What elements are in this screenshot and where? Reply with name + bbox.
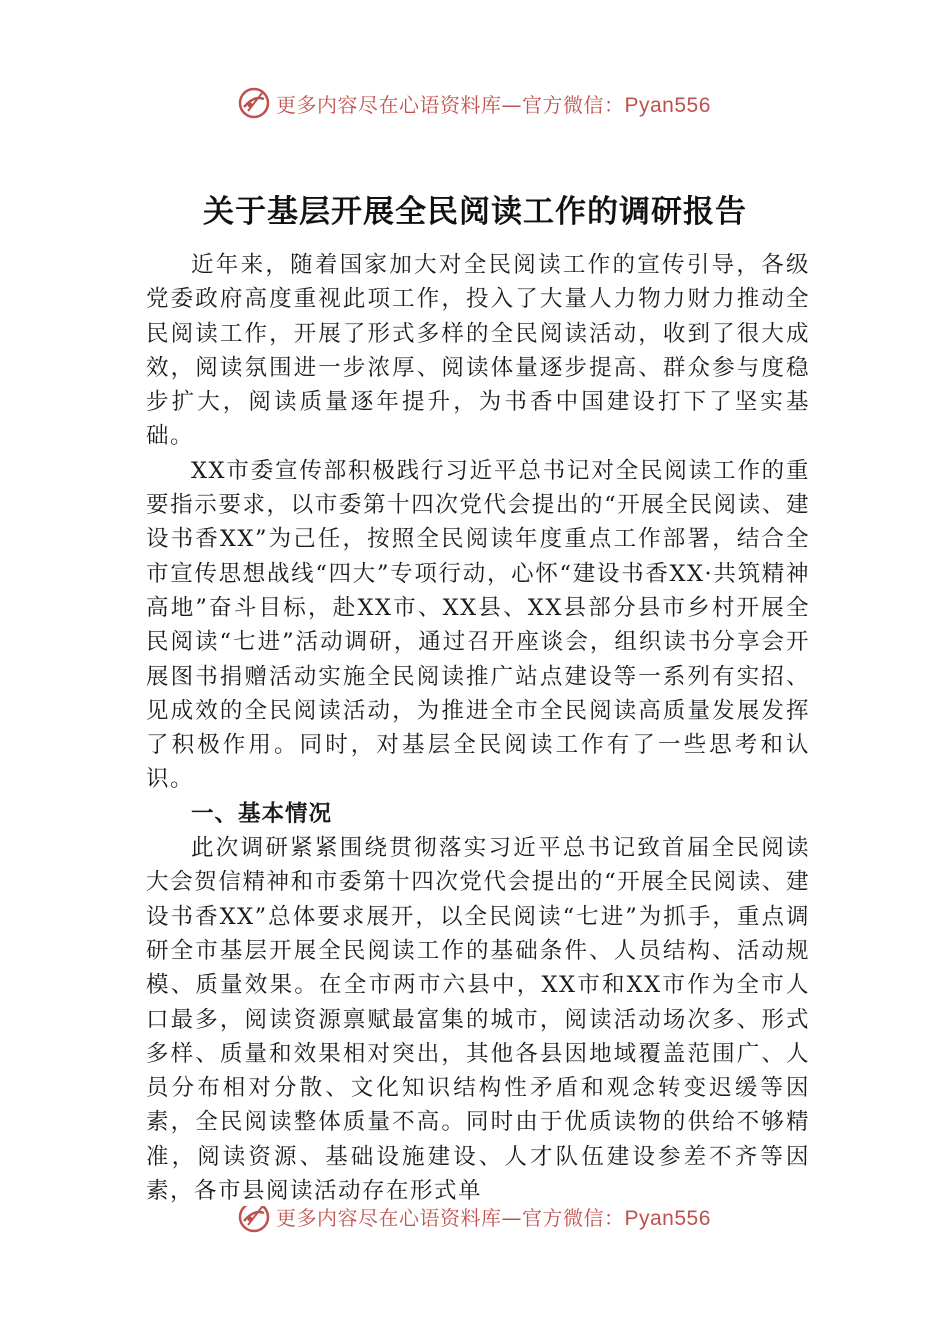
document-body-clip [140, 248, 820, 1222]
watermark-text: 更多内容尽在心语资料库—官方微信：Pyan556 [276, 1206, 711, 1230]
paragraph-2: XX市委宣传部积极践行习近平总书记对全民阅读工作的重要指示要求，以市委第十四次党代会提出的“开展全民阅读、建设书香XX”为己任，按照全民阅读年度重点工作部署，结合全市宣传思想战线“四大”专项行动，心怀“建设书香XX·共筑精神高地”奋斗目标，赴XX市、XX县、XX县部分县市乡村开展全民阅读“七进”活动调研，通过召开座谈会，组织读书分享会开展图书捐赠活动实施全民阅读推广站点建设等一系列有实招、见成效的全民阅读活动，为推进全市全民阅读高质量发展发挥了积极作用。同时，对基层全民阅读工作有了一些思考和认识。 [146, 457, 810, 793]
section-heading-basic-situation: 一、基本情况 [191, 800, 333, 827]
watermark-text: 更多内容尽在心语资料库—官方微信：Pyan556 [276, 92, 711, 117]
document-title: 关于基层开展全民阅读工作的调研报告 [203, 194, 747, 230]
book-logo-icon [236, 85, 272, 121]
paragraph-1: 近年来，随着国家加大对全民阅读工作的宣传引导，各级党委政府高度重视此项工作，投入了大量人力物力财力推动全民阅读工作，开展了形式多样的全民阅读活动，收到了很大成效，阅读氛围进一步浓厚、阅读体量逐步提高、群众参与度稳步扩大，阅读质量逐年提升，为书香中国建设打下了坚实基础。 [146, 252, 810, 450]
watermark-footer [236, 1206, 711, 1236]
watermark-header [236, 83, 711, 123]
document-body [146, 248, 810, 1208]
paragraph-3: 此次调研紧紧围绕贯彻落实习近平总书记致首届全民阅读大会贺信精神和市委第十四次党代会提出的“开展全民阅读、建设书香XX”总体要求展开，以全民阅读“七进”为抓手，重点调研全市基层开展全民阅读工作的基础条件、人员结构、活动规模、质量效果。在全市两市六县中，XX市和XX市作为全市人口最多，阅读资源禀赋最富集的城市，阅读活动场次多、形式多样、质量和效果相对突出，其他各县因地域覆盖范围广、人员分布相对分散、文化知识结构性矛盾和观念转变迟缓等因素，全民阅读整体质量不高。同时由于优质读物的供给不够精准，阅读资源、基础设施建设、人才队伍建设参差不齐等因素，各市县阅读活动存在形式单 [146, 835, 810, 1205]
book-logo-icon [236, 1206, 272, 1235]
